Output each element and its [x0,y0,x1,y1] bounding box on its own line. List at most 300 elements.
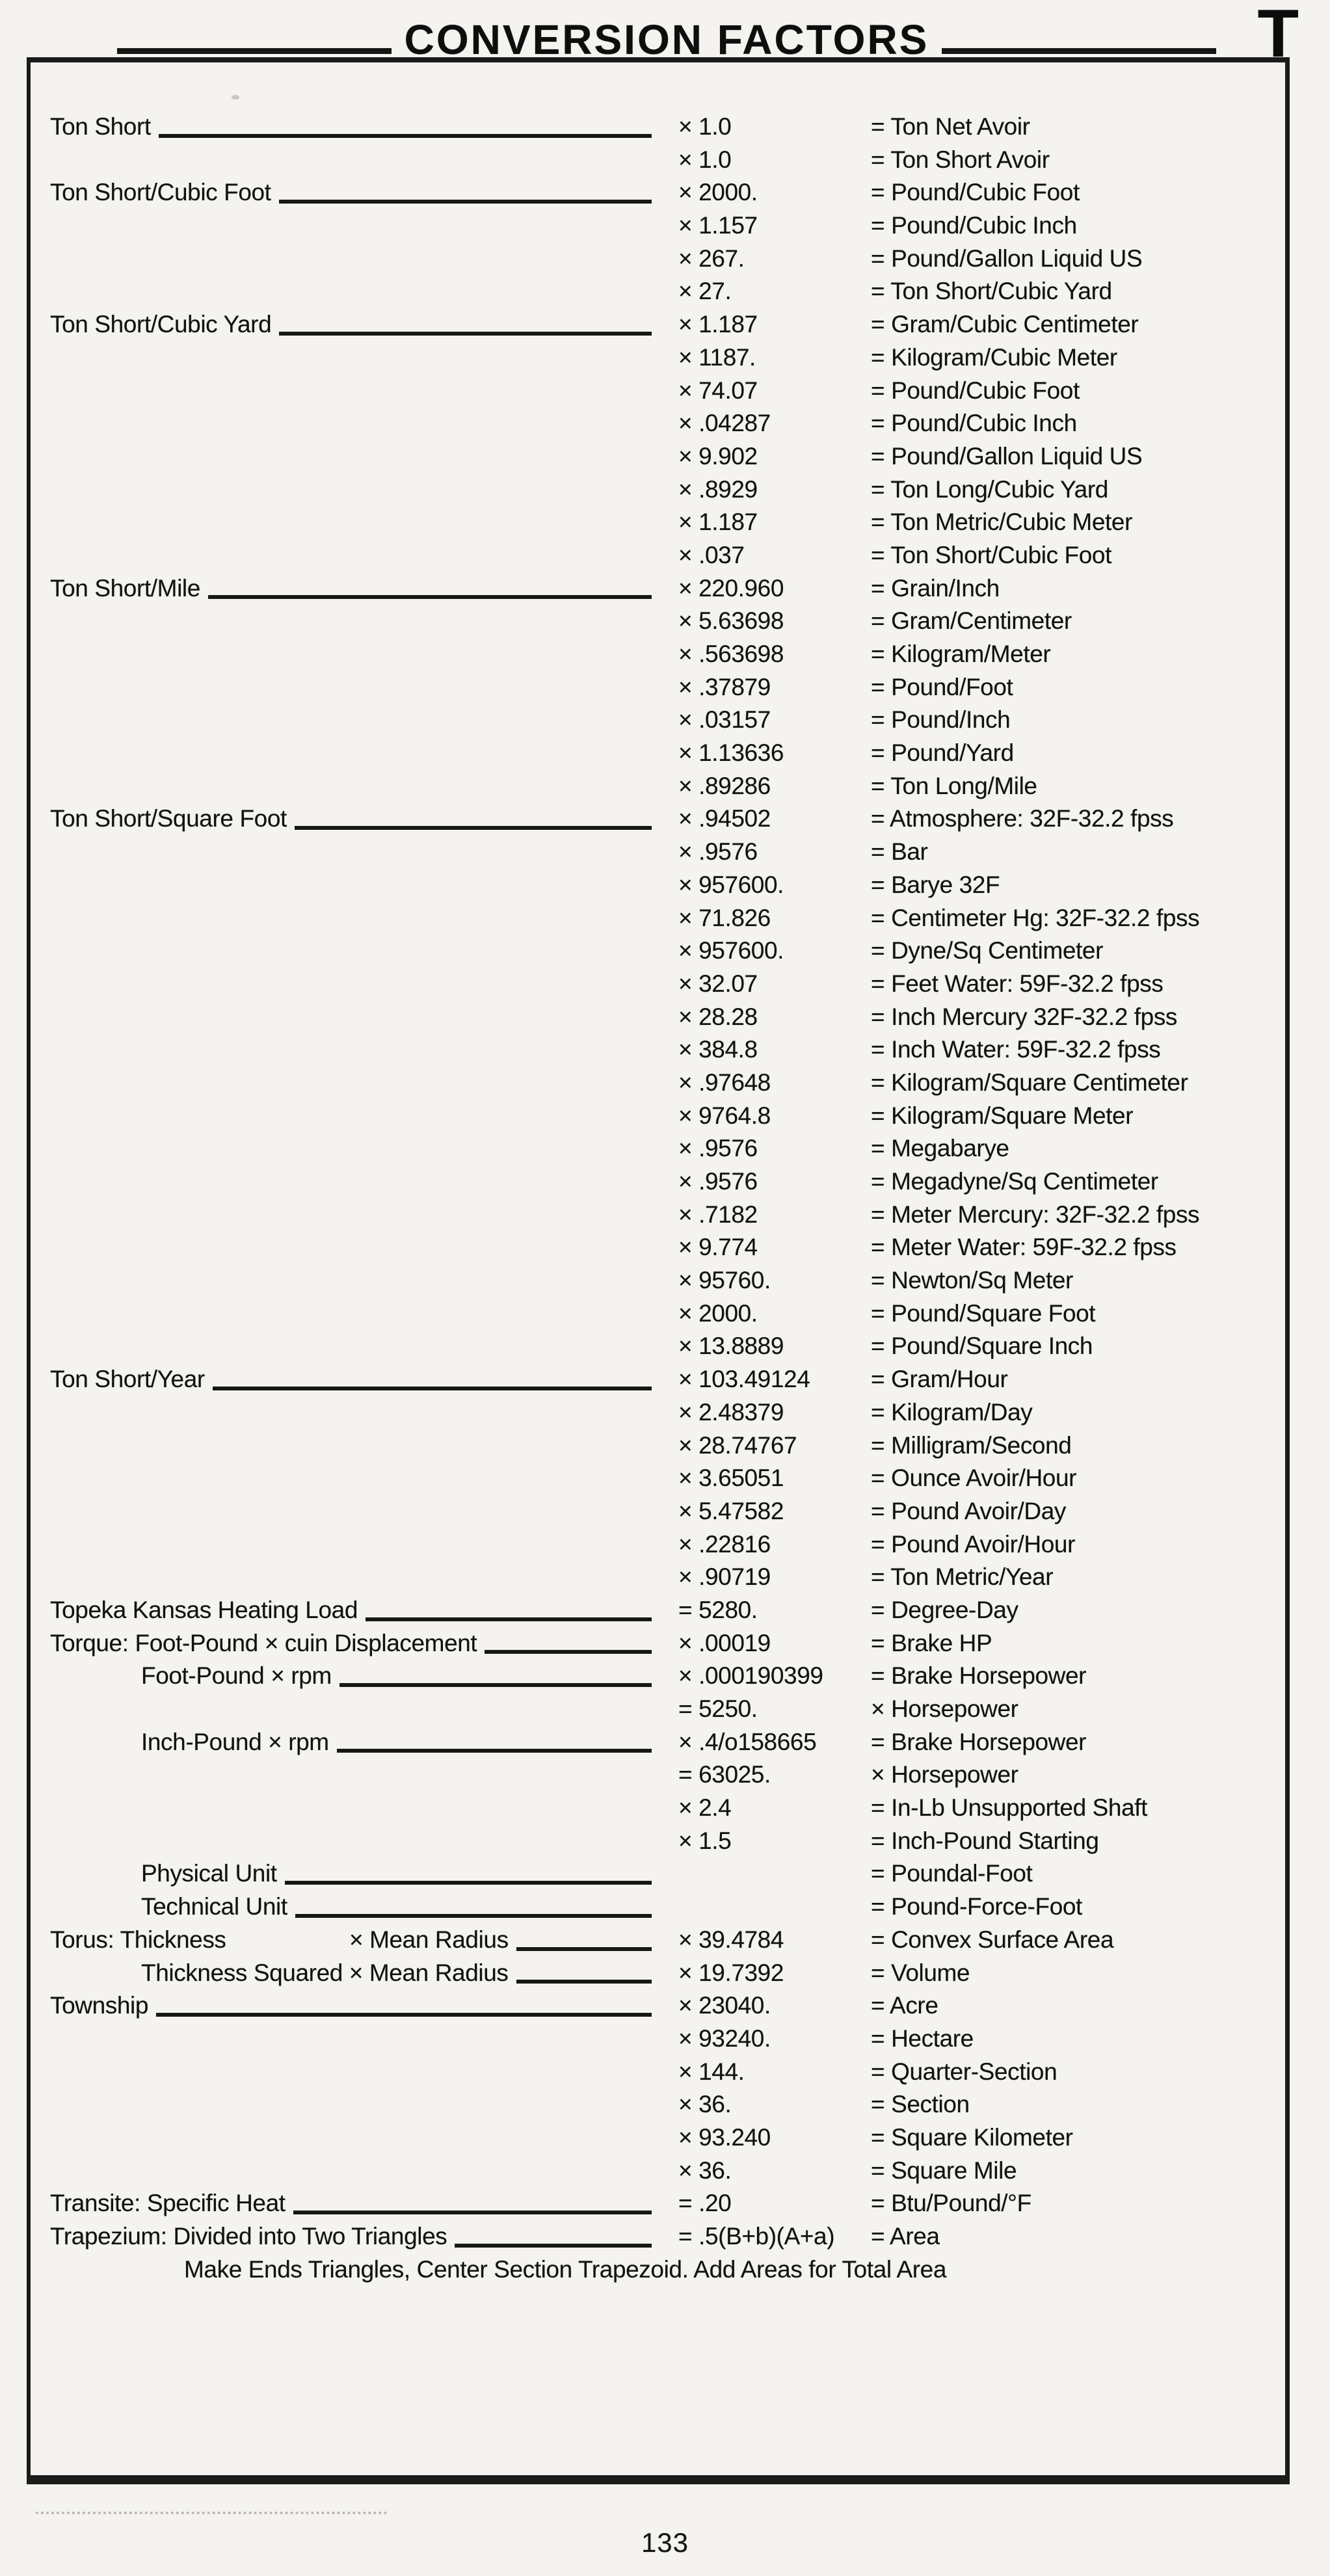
row-factor: × 1.187 [678,509,758,536]
section-tab-letter: T [1257,0,1299,72]
row-label: Inch-Pound × rpm [141,1728,329,1755]
row-result: = Brake HP [871,1629,992,1656]
conversion-row [50,539,1291,572]
row-result: = Kilogram/Day [871,1398,1033,1426]
conversion-row [50,605,1291,638]
row-label-cell [50,2023,657,2056]
conversion-row [50,1001,1291,1034]
row-label: Ton Short/Cubic Foot [50,179,271,206]
fill-in-rule [516,1980,652,1984]
row-factor: × 32.07 [678,970,758,997]
row-label: Topeka Kansas Heating Load [50,1596,358,1623]
row-factor: × .37879 [678,673,771,700]
row-result: = Square Kilometer [871,2123,1073,2151]
row-label-cell [50,2056,657,2089]
row-result: = Pound/Square Inch [871,1333,1093,1360]
row-label-cell [50,473,657,507]
row-result: = Gram/Centimeter [871,607,1072,635]
row-factor: × 93.240 [678,2123,771,2151]
row-label-cell [50,1495,657,1528]
row-factor: × 384.8 [678,1036,758,1063]
row-label-2: × Mean Radius [349,1926,509,1953]
conversion-row [50,638,1291,671]
row-factor: × .9576 [678,838,758,866]
masthead [117,16,1216,64]
row-label: Physical Unit [141,1860,277,1887]
row-label-cell [50,572,657,605]
row-result: = Hectare [871,2025,974,2052]
conversion-row [50,1957,1291,1990]
conversion-row [50,1132,1291,1165]
row-result: = Degree-Day [871,1596,1018,1623]
conversion-row [50,1231,1291,1264]
conversion-row [50,704,1291,737]
conversion-row [50,968,1291,1001]
row-result: = Pound/Square Foot [871,1299,1096,1327]
conversion-row [50,836,1291,869]
row-label-cell [50,407,657,440]
row-label-cell [50,770,657,803]
row-label: Ton Short/Mile [50,574,200,602]
conversion-row [50,1495,1291,1528]
row-label-cell [50,1199,657,1232]
row-factor [678,1857,871,1891]
row-result: = Ton Long/Cubic Yard [871,475,1108,503]
conversion-row [50,1924,1291,1957]
row-factor: × 267. [678,245,745,272]
row-label-cell [50,1132,657,1165]
fill-in-rule [455,2244,652,2248]
row-factor: × .037 [678,541,745,568]
row-result: = Poundal-Foot [871,1860,1033,1887]
row-factor: × 5.63698 [678,607,784,635]
conversion-row [50,375,1291,408]
row-label-cell [50,935,657,968]
row-result: = Convex Surface Area [871,1926,1114,1953]
row-label-cell [50,1627,657,1660]
row-result: = Gram/Hour [871,1366,1008,1393]
row-label: Ton Short/Cubic Yard [50,311,272,338]
row-factor: × 1.13636 [678,739,784,767]
conversion-row [50,2155,1291,2188]
conversion-row [50,506,1291,539]
row-factor: × .03157 [678,706,771,734]
row-result: = In-Lb Unsupported Shaft [871,1794,1148,1822]
row-label-cell [50,111,657,144]
row-result: = Centimeter Hg: 32F-32.2 fpss [871,904,1200,931]
row-result: × Horsepower [871,1761,1018,1788]
note-row [50,2253,1291,2287]
fill-in-rule [295,1914,652,1918]
row-result: = Pound/Inch [871,706,1011,734]
row-factor: × .89286 [678,772,771,799]
conversion-row [50,1330,1291,1363]
fill-in-rule [285,1881,652,1885]
row-label-cell [50,1792,657,1825]
row-label-cell [50,968,657,1001]
row-label-cell [50,1429,657,1463]
row-label: Torus: Thickness [50,1926,226,1953]
row-label-cell [50,1033,657,1067]
row-factor: = .5(B+b)(A+a) [678,2223,835,2250]
conversion-row [50,275,1291,308]
fill-in-rule [485,1650,652,1654]
row-result: = Btu/Pound/°F [871,2190,1031,2217]
row-factor: × 36. [678,2091,732,2118]
row-factor: × .90719 [678,1563,771,1591]
conversion-row [50,1627,1291,1660]
row-label-cell [50,2088,657,2121]
row-factor: × .9576 [678,1135,758,1162]
conversion-row [50,308,1291,341]
conversion-row [50,2088,1291,2121]
row-result: = Pound Avoir/Hour [871,1530,1076,1558]
row-label-cell [50,1726,657,1759]
conversion-row [50,869,1291,902]
conversion-row [50,473,1291,507]
row-result: = Pound/Foot [871,673,1013,700]
row-result: = Acre [871,1992,938,2019]
row-label-cell [50,1363,657,1396]
row-label-cell [50,1594,657,1627]
row-result: = Square Mile [871,2157,1017,2184]
row-factor: = 63025. [678,1761,771,1788]
row-factor: × 1187. [678,343,756,371]
row-label: Torque: Foot-Pound × cuin Displacement [50,1629,477,1656]
row-factor: × 1.157 [678,212,758,239]
conversion-row [50,770,1291,803]
row-factor: × 2000. [678,1299,758,1327]
row-factor: × 957600. [678,937,784,964]
row-factor: × .94502 [678,805,771,832]
row-label-cell [50,1001,657,1034]
row-result: = Megabarye [871,1135,1009,1162]
fill-in-rule [279,200,652,204]
row-factor: × 2000. [678,179,758,206]
fill-in-rule [279,332,652,336]
fill-in-rule [295,826,652,830]
indent-spacer [50,1957,141,1990]
conversion-row [50,803,1291,836]
conversion-row [50,671,1291,704]
row-result: = Section [871,2091,970,2118]
row-result: = Bar [871,838,928,866]
row-label: Foot-Pound × rpm [141,1662,332,1690]
row-label: Ton Short [50,113,151,140]
conversion-row [50,2220,1291,2253]
row-result: = Grain/Inch [871,574,1000,602]
conversion-row [50,737,1291,770]
row-factor: × .04287 [678,410,771,437]
row-label-cell [50,275,657,308]
row-result: = Pound/Cubic Inch [871,212,1077,239]
row-factor: × 36. [678,2157,732,2184]
row-result: = Milligram/Second [871,1431,1072,1459]
row-label-cell [50,1825,657,1858]
row-label-cell [50,902,657,935]
note-text: Make Ends Triangles, Center Section Trapezoid. Add Areas for Total Area [184,2255,947,2283]
row-result: = Pound/Gallon Liquid US [871,442,1143,470]
title-rule-right [942,48,1216,54]
row-result: = Pound/Cubic Foot [871,179,1080,206]
conversion-row [50,2187,1291,2220]
page-number: 133 [641,2527,689,2558]
row-label-cell [50,1100,657,1133]
row-result: = Megadyne/Sq Centimeter [871,1168,1158,1195]
indent-spacer [50,1726,141,1759]
row-factor: × .97648 [678,1069,771,1096]
row-result: = Meter Water: 59F-32.2 fpss [871,1234,1177,1261]
fill-in-rule [339,1683,652,1687]
conversion-row [50,209,1291,243]
conversion-row [50,1297,1291,1331]
conversion-row [50,1825,1291,1858]
conversion-row [50,1594,1291,1627]
row-factor: × .000190399 [678,1662,823,1690]
row-factor: × .00019 [678,1629,771,1656]
row-result: = Area [871,2223,940,2250]
row-factor: × 71.826 [678,904,771,931]
row-label-cell [50,1067,657,1100]
row-result: = Kilogram/Square Centimeter [871,1069,1188,1096]
row-label-cell [50,1264,657,1297]
row-result: = Kilogram/Meter [871,641,1051,667]
conversion-row [50,935,1291,968]
row-result: = Inch Water: 59F-32.2 fpss [871,1036,1161,1063]
row-factor: × 2.4 [678,1794,732,1822]
fill-in-rule [156,2013,652,2017]
fill-in-rule [208,595,652,599]
row-label-cell [50,1957,657,1990]
row-label-cell [50,308,657,341]
row-result: = Ton Metric/Year [871,1563,1054,1591]
row-label-cell [50,209,657,243]
conversion-row [50,176,1291,209]
row-result: = Pound/Cubic Inch [871,410,1077,437]
row-factor: × 1.0 [678,113,732,140]
conversion-row [50,1989,1291,2023]
row-label-cell [50,2220,657,2253]
row-label-cell [50,375,657,408]
row-result: = Ton Long/Mile [871,772,1037,799]
row-result: = Pound Avoir/Day [871,1497,1067,1524]
conversion-row [50,1264,1291,1297]
row-result: = Brake Horsepower [871,1728,1087,1755]
row-factor: × 9.902 [678,442,758,470]
row-label: Ton Short/Square Foot [50,805,287,832]
row-label-cell [50,869,657,902]
conversion-row [50,2056,1291,2089]
row-label-cell [50,671,657,704]
row-factor: × 1.187 [678,311,758,338]
row-label: Technical Unit [141,1893,287,1920]
row-label: Ton Short/Year [50,1366,205,1393]
conversion-row [50,1199,1291,1232]
row-label-cell [50,1660,657,1693]
row-result: = Pound/Gallon Liquid US [871,245,1143,272]
row-label-cell [50,506,657,539]
row-factor: × .4/o158665 [678,1728,817,1755]
row-label-cell [50,605,657,638]
row-factor: × 39.4784 [678,1926,784,1953]
scan-noise-dot [232,95,239,100]
row-result: × Horsepower [871,1695,1018,1722]
row-result: = Ton Short/Cubic Yard [871,278,1112,305]
row-label-cell [50,2155,657,2188]
conversion-row [50,1726,1291,1759]
row-factor: × 5.47582 [678,1497,784,1524]
conversion-row [50,1165,1291,1199]
row-label-cell [50,144,657,177]
row-label-cell [50,243,657,276]
row-factor: × 23040. [678,1992,771,2019]
row-factor: × .563698 [678,641,784,667]
row-label: Thickness Squared × Mean Radius [141,1959,509,1986]
conversion-row [50,1462,1291,1495]
row-label-cell [50,704,657,737]
title-rule-left [117,48,392,54]
row-result: = Pound-Force-Foot [871,1893,1082,1920]
row-result: = Ton Metric/Cubic Meter [871,509,1133,536]
conversion-row [50,2023,1291,2056]
row-result: = Brake Horsepower [871,1662,1087,1690]
row-factor [678,1891,871,1924]
row-label-cell [50,1396,657,1429]
row-factor: × 95760. [678,1267,771,1294]
row-factor: × .7182 [678,1201,758,1228]
conversion-row [50,1759,1291,1792]
conversion-row [50,440,1291,473]
row-label: Transite: Specific Heat [50,2190,286,2217]
row-factor: = .20 [678,2190,732,2217]
indent-spacer [50,1891,141,1924]
conversion-row [50,1891,1291,1924]
row-factor: × 9764.8 [678,1102,771,1129]
fill-in-rule [337,1749,652,1753]
row-result: = Meter Mercury: 32F-32.2 fpss [871,1201,1200,1228]
row-result: = Ton Short Avoir [871,146,1050,173]
row-label-cell [50,737,657,770]
row-label: Township [50,1992,149,2019]
conversion-row [50,1067,1291,1100]
row-factor: × 220.960 [678,574,784,602]
row-label-cell [50,1891,657,1924]
row-label-cell [50,1759,657,1792]
row-result: = Quarter-Section [871,2058,1057,2085]
row-factor: × .8929 [678,475,758,503]
conversion-row [50,1033,1291,1067]
row-factor: × 93240. [678,2025,771,2052]
row-label-cell [50,1528,657,1561]
row-factor: × 1.0 [678,146,732,173]
row-label-cell [50,1561,657,1594]
row-result: = Newton/Sq Meter [871,1267,1073,1294]
row-label-cell [50,440,657,473]
row-label-cell [50,539,657,572]
row-factor: = 5280. [678,1596,758,1623]
conversion-row [50,1792,1291,1825]
row-result: = Kilogram/Square Meter [871,1102,1134,1129]
fill-in-rule [159,134,652,138]
row-factor: × 74.07 [678,377,758,404]
row-factor: × 19.7392 [678,1959,784,1986]
row-label-cell [50,1297,657,1331]
conversion-row [50,2121,1291,2155]
row-result: = Pound/Cubic Foot [871,377,1080,404]
conversion-row [50,1100,1291,1133]
fill-in-rule [516,1947,652,1951]
conversion-row [50,1660,1291,1693]
indent-spacer [50,1857,141,1891]
row-factor: × 3.65051 [678,1465,784,1492]
row-result: = Atmosphere: 32F-32.2 fpss [871,805,1174,832]
row-label-cell [50,1231,657,1264]
conversion-row [50,341,1291,375]
row-result: = Gram/Cubic Centimeter [871,311,1139,338]
conversion-row [50,243,1291,276]
row-label-cell [50,1857,657,1891]
row-factor: × 9.774 [678,1234,758,1261]
conversion-row [50,1363,1291,1396]
row-factor: × 27. [678,278,732,305]
conversion-row [50,1857,1291,1891]
row-label-cell [50,1989,657,2023]
row-factor: × 957600. [678,871,784,898]
row-result: = Feet Water: 59F-32.2 fpss [871,970,1164,997]
row-factor: × 28.28 [678,1003,758,1030]
row-label-cell [50,803,657,836]
row-factor: × 103.49124 [678,1366,810,1393]
page-title: CONVERSION FACTORS [404,16,929,63]
row-result: = Inch Mercury 32F-32.2 fpss [871,1003,1178,1030]
conversion-row [50,1429,1291,1463]
fill-in-rule [366,1617,652,1621]
conversion-row [50,572,1291,605]
conversion-row [50,1528,1291,1561]
row-result: = Volume [871,1959,970,1986]
row-label: Trapezium: Divided into Two Triangles [50,2223,447,2250]
row-label-cell [50,2187,657,2220]
row-factor: × 13.8889 [678,1333,784,1360]
row-result: = Pound/Yard [871,739,1014,767]
row-factor: × 1.5 [678,1827,732,1854]
conversion-row [50,407,1291,440]
row-result: = Ton Short/Cubic Foot [871,541,1111,568]
indent-spacer [50,1660,141,1693]
row-label-cell [50,176,657,209]
row-result: = Dyne/Sq Centimeter [871,937,1104,964]
row-label-cell [50,1165,657,1199]
conversion-row [50,144,1291,177]
row-result: = Ounce Avoir/Hour [871,1465,1077,1492]
conversion-row [50,1693,1291,1726]
row-factor: × 2.48379 [678,1398,784,1426]
conversion-row [50,1396,1291,1429]
row-label-cell [50,341,657,375]
row-result: = Kilogram/Cubic Meter [871,343,1117,371]
row-label-cell [50,1693,657,1726]
fill-in-rule [293,2211,652,2214]
row-label-cell [50,1924,657,1957]
row-result: = Ton Net Avoir [871,113,1030,140]
row-label-cell [50,1330,657,1363]
row-label-cell [50,638,657,671]
row-factor: × .22816 [678,1530,771,1558]
fill-in-rule [213,1387,652,1390]
row-factor: × 144. [678,2058,745,2085]
scan-noise-strip [36,2512,387,2514]
conversion-row [50,1561,1291,1594]
